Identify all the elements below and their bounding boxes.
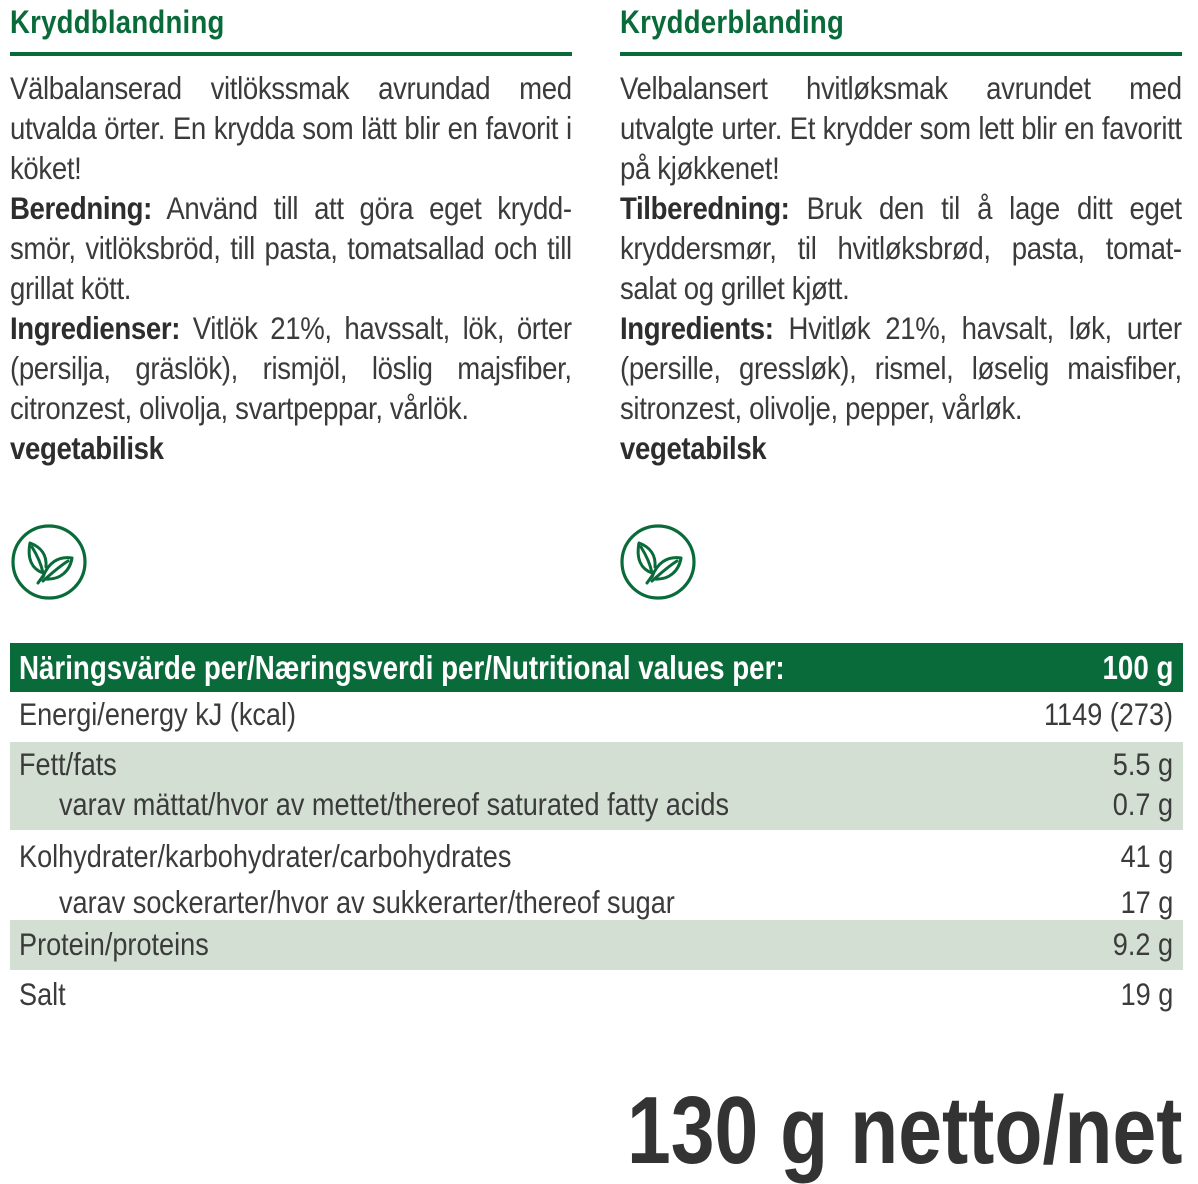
swedish-description: Välbalanserad vitlökssmak avrundad med utvalda örter. En krydda som lätt blir en favorit i köket! <box>10 70 572 186</box>
fat-value: 5.5 g <box>1112 746 1173 782</box>
protein-label: Protein/proteins <box>19 926 209 962</box>
saturated-label: varav mättat/hvor av mettet/thereof saturated fatty acids <box>59 786 730 822</box>
swedish-preparation-label: Beredning: <box>10 190 152 226</box>
nutrition-header <box>10 643 1183 692</box>
nutrition-row-fat <box>10 742 1183 782</box>
norwegian-title: Krydderblanding <box>620 4 845 40</box>
nutrition-row-energy <box>10 692 1183 742</box>
salt-label: Salt <box>19 976 66 1012</box>
fat-label: Fett/fats <box>19 746 117 782</box>
nutrition-row-sugar <box>10 880 1183 920</box>
swedish-column <box>10 0 572 468</box>
nutrition-table <box>10 643 1183 1020</box>
norwegian-diet-label: vegetabilsk <box>620 430 767 466</box>
leaf-icon <box>10 523 88 601</box>
sugar-value: 17 g <box>1120 884 1173 920</box>
nutrition-row-salt <box>10 970 1183 1020</box>
norwegian-description: Velbalansert hvitløksmak avrundet med utvalgte urter. Et krydder som lett blir en favoritt på kjøkkenet! <box>620 70 1182 186</box>
norwegian-ingredients-label: Ingredients: <box>620 310 774 346</box>
nutrition-header-label: Näringsvärde per/Næringsverdi per/Nutritional values per: <box>19 649 785 686</box>
nutrition-header-value: 100 g <box>1102 649 1173 686</box>
sugar-label: varav sockerarter/hvor av sukkerarter/thereof sugar <box>59 884 675 920</box>
norwegian-column <box>620 0 1182 468</box>
nutrition-row-saturated <box>10 782 1183 830</box>
swedish-ingredients-label: Ingredienser: <box>10 310 181 346</box>
net-weight: 130 g netto/net <box>626 1077 1182 1184</box>
swedish-title-rule <box>10 52 572 56</box>
carbs-value: 41 g <box>1120 838 1173 874</box>
leaf-icon <box>619 523 697 601</box>
swedish-body <box>10 68 572 468</box>
swedish-ingredients-text: Vitlök 21%, havssalt, lök, örter (persilja, gräslök), rismjöl, löslig majsfiber, citronzest, olivolja, svartpeppar, vårlök. <box>10 310 572 426</box>
protein-value: 9.2 g <box>1112 926 1173 962</box>
nutrition-row-protein <box>10 920 1183 970</box>
energy-value: 1149 (273) <box>1043 696 1173 732</box>
nutrition-group-carbs <box>10 830 1183 920</box>
norwegian-title-rule <box>620 52 1182 56</box>
nutrition-group-fat <box>10 742 1183 830</box>
swedish-title: Kryddblandning <box>10 4 225 40</box>
norwegian-body <box>620 68 1182 468</box>
salt-value: 19 g <box>1120 976 1173 1012</box>
energy-label: Energi/energy kJ (kcal) <box>19 696 297 732</box>
nutrition-row-carbs <box>10 830 1183 880</box>
carbs-label: Kolhydrater/karbohydrater/carbohydrates <box>19 838 512 874</box>
norwegian-ingredients-text: Hvitløk 21%, havsalt, løk, urter (persille, gressløk), rismel, løselig maisfiber, sitronzest, olivolje, pepper, vårløk. <box>620 310 1182 426</box>
swedish-preparation-text: Använd till att göra eget krydd-smör, vitlöksbröd, till pasta, tomatsallad och till grillat kött. <box>10 190 572 306</box>
swedish-diet-label: vegetabilisk <box>10 430 164 466</box>
saturated-value: 0.7 g <box>1112 786 1173 822</box>
norwegian-preparation-text: Bruk den til å lage ditt eget kryddersmør, til hvitløksbrød, pasta, tomat-salat og grillet kjøtt. <box>620 190 1182 306</box>
norwegian-preparation-label: Tilberedning: <box>620 190 790 226</box>
